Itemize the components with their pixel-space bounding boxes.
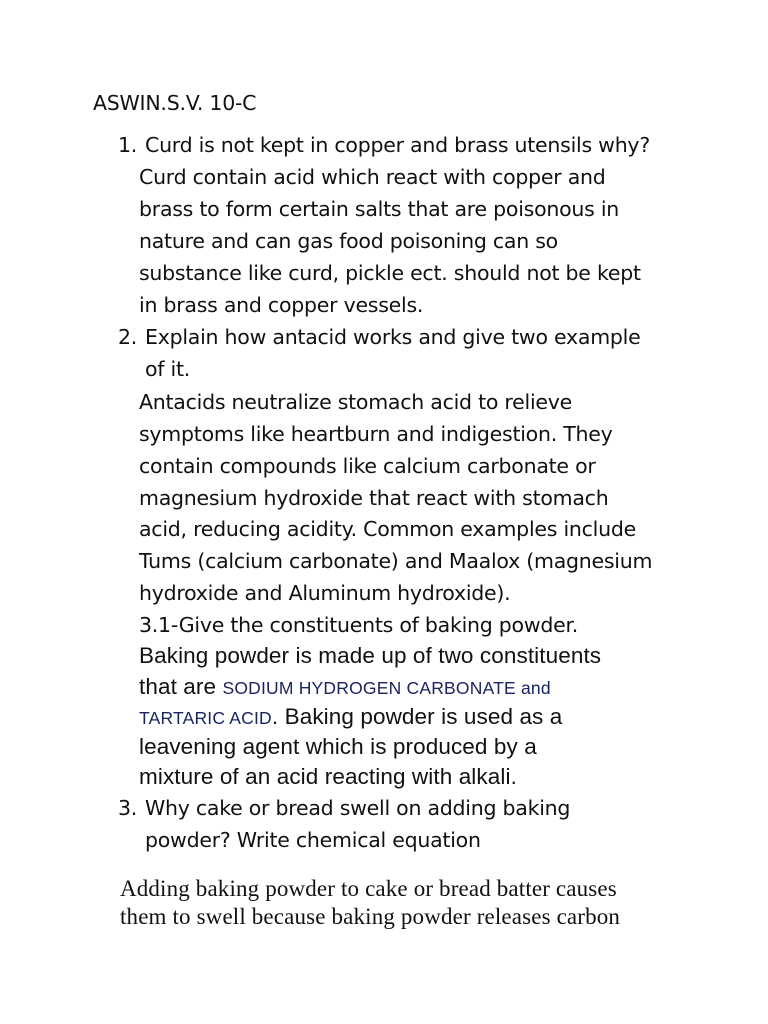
q3-number: 3. xyxy=(118,796,138,820)
q1-question: Curd is not kept in copper and brass utensils why? xyxy=(145,133,650,157)
q3-1-answer-line: leavening agent which is produced by a xyxy=(139,734,537,759)
q3-1-answer-line xyxy=(139,676,551,699)
q2-answer-line: acid, reducing acidity. Common examples include xyxy=(139,517,636,541)
q3-answer-line: them to swell because baking powder releases carbon xyxy=(120,904,621,929)
q3-1-answer-line: Baking powder is made up of two constituents xyxy=(139,643,602,668)
q2-answer-line: symptoms like heartburn and indigestion. They xyxy=(139,422,613,446)
q2-question-line: Explain how antacid works and give two example xyxy=(145,325,641,349)
q3-answer-line: Adding baking powder to cake or bread batter causes xyxy=(120,876,617,901)
q2-answer-line: magnesium hydroxide that react with stomach xyxy=(139,486,609,510)
student-header: ASWIN.S.V. 10-C xyxy=(93,91,257,115)
q3-1-answer-text: . Baking powder is used as a xyxy=(271,704,563,729)
q3-1-answer-text: that are xyxy=(139,674,223,699)
q1-answer-line: Curd contain acid which react with copper and xyxy=(139,165,606,189)
q3-1-answer-line xyxy=(139,706,562,729)
q2-answer-line: contain compounds like calcium carbonate or xyxy=(139,454,596,478)
q1-answer-line: brass to form certain salts that are poisonous in xyxy=(139,197,620,221)
q2-answer-line: Antacids neutralize stomach acid to relieve xyxy=(139,390,573,414)
q2-number: 2. xyxy=(118,325,138,349)
q2-answer-line: hydroxide and Aluminum hydroxide). xyxy=(139,581,511,605)
q3-1-answer-line: mixture of an acid reacting with alkali. xyxy=(139,764,517,789)
q1-answer-line: substance like curd, pickle ect. should not be kept xyxy=(139,261,641,285)
q3-1-constituent-text: SODIUM HYDROGEN CARBONATE and xyxy=(222,678,551,698)
q1-answer-line: in brass and copper vessels. xyxy=(139,293,424,317)
q1-answer-line: nature and can gas food poisoning can so xyxy=(139,229,558,253)
q3-question-line: powder? Write chemical equation xyxy=(145,828,481,852)
q3-1-question: 3.1-Give the constituents of baking powder. xyxy=(139,613,579,637)
q3-question-line: Why cake or bread swell on adding baking xyxy=(145,796,571,820)
q3-1-constituent-text: TARTARIC ACID xyxy=(139,708,272,728)
q2-question-line: of it. xyxy=(145,357,191,381)
q2-answer-line: Tums (calcium carbonate) and Maalox (magnesium xyxy=(139,549,653,573)
q1-number: 1. xyxy=(118,133,138,157)
